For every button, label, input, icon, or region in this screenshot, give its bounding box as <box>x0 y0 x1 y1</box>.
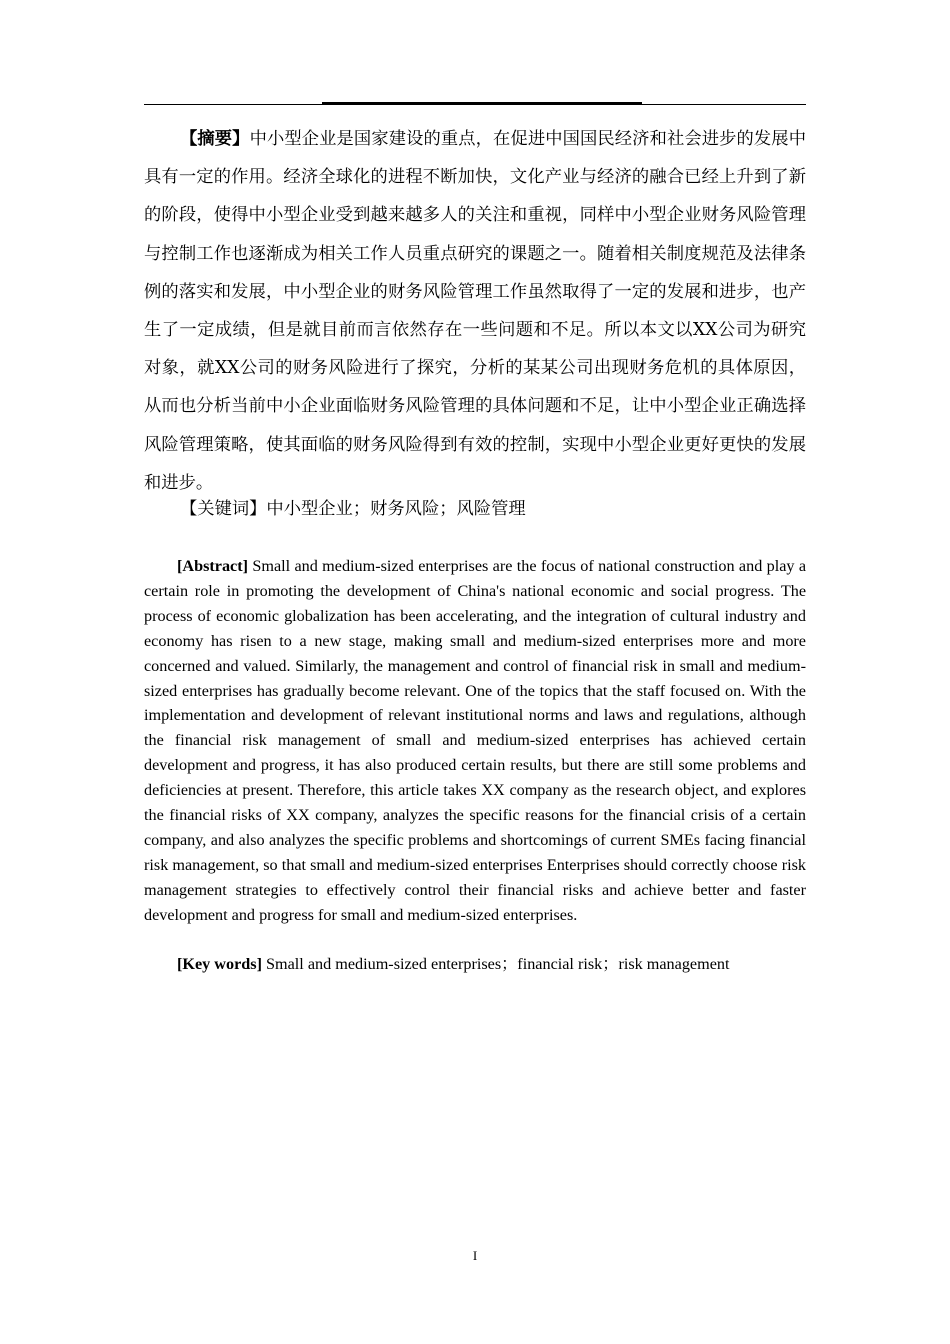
chinese-abstract-text: 中小型企业是国家建设的重点，在促进中国国民经济和社会进步的发展中具有一定的作用。经济全球化的进程不断加快，文化产业与经济的融合已经上升到了新的阶段，使得中小型企业受到越来越多人的关注和重视，同样中小型企业财务风险管理与控制工作也逐渐成为相关工作人员重点研究的课题之一。随着相关制度规范及法律条例的落实和发展，中小型企业的财务风险管理工作虽然取得了一定的发展和进步，也产生了一定成绩，但是就目前而言依然存在一些问题和不足。所以本文以XX公司为研究对象，就XX公司的财务风险进行了探究，分析的某某公司出现财务危机的具体原因，从而也分析当前中小企业面临财务风险管理的具体问题和不足，让中小型企业正确选择风险管理策略，使其面临的财务风险得到有效的控制，实现中小型企业更好更快的发展和进步。 <box>144 129 806 493</box>
chinese-abstract-label: 【摘要】 <box>180 129 250 149</box>
english-abstract-text: Small and medium-sized enterprises are the focus of national construction and play a certain role in promoting the development of China's national economic and social progress. The process of economic globalization has been accelerating, and the integration of cultural industry and economy has risen to a new stage, making small and medium-sized enterprises more and more concerned and valued. Similarly, the management and control of financial risk in small and medium-sized enterprises has gradually become relevant. One of the topics that the staff focused on. With the implementation and development of relevant institutional norms and laws and regulations, although the financial risk management of small and medium-sized enterprises has achieved certain development and progress, it has also produced certain results, but there are still some problems and deficiencies at present. Therefore, this article takes XX company as the research object, and explores the financial risks of XX company, analyzes the specific reasons for the financial crisis of a certain company, and also analyzes the specific problems and shortcomings of current SMEs facing financial risk management, so that small and medium-sized enterprises Enterprises should correctly choose risk management strategies to effectively control their financial risks and achieve better and faster development and progress for small and medium-sized enterprises. <box>144 557 807 924</box>
chinese-keywords <box>144 490 806 528</box>
header-rule-accent <box>322 102 642 104</box>
english-keywords-label: [Key words] <box>177 955 262 973</box>
chinese-keywords-text: 中小型企业；财务风险；风险管理 <box>266 499 526 519</box>
chinese-keywords-label: 【关键词】 <box>180 499 267 519</box>
header-rule <box>144 104 806 105</box>
english-abstract <box>144 554 806 928</box>
chinese-abstract <box>144 120 806 502</box>
page-number: I <box>472 1248 478 1263</box>
english-abstract-label: [Abstract] <box>177 557 249 575</box>
english-keywords <box>144 952 806 977</box>
english-keywords-text: Small and medium-sized enterprises；financial risk；risk management <box>266 955 730 973</box>
